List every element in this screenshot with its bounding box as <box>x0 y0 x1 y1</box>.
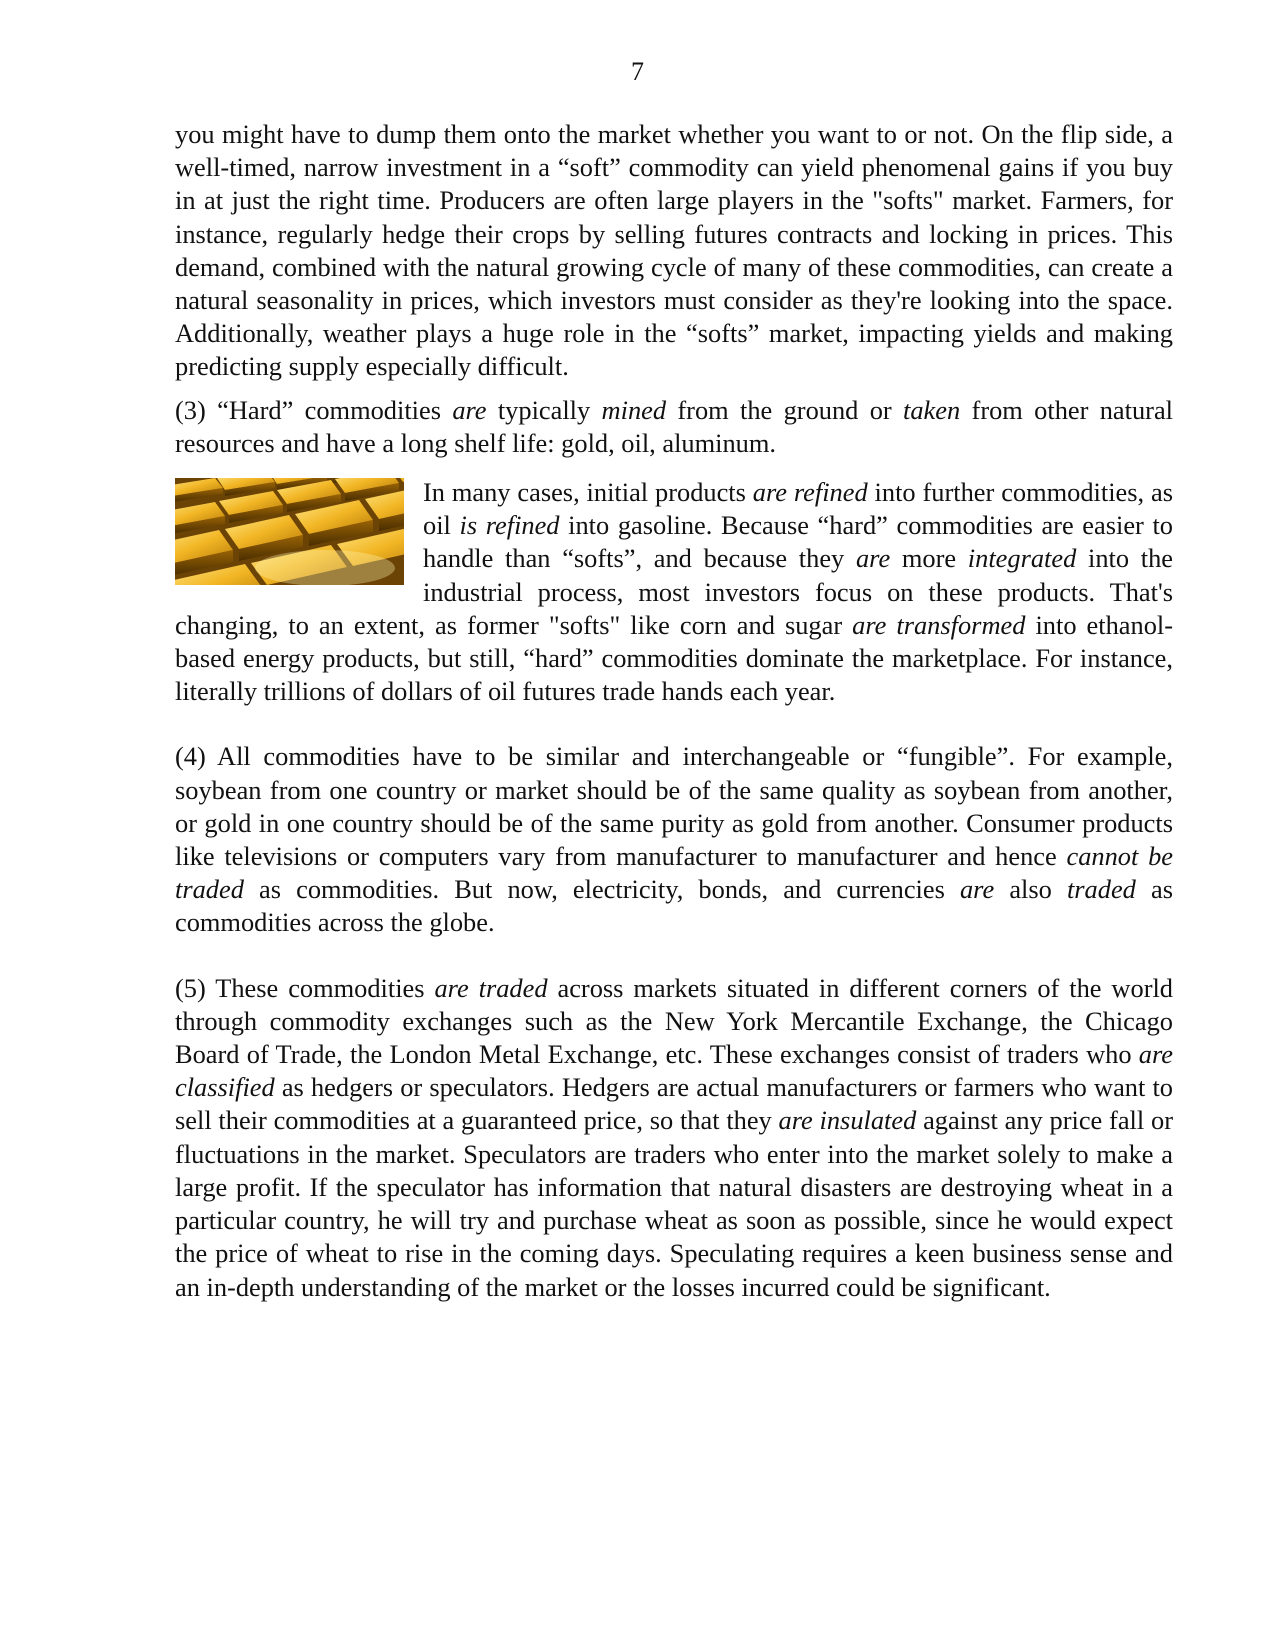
text-run: across markets situated in different corners of the world through commodity exchanges such as the New York Mercantile Exchange, the Chicago Board of Trade, the London Metal Exchange, etc. These exchanges consist of traders who <box>175 972 1174 1070</box>
refined-products-block <box>175 476 1173 708</box>
text-run: typically <box>486 394 602 425</box>
document-body <box>175 118 1173 1304</box>
emphasis: are classified <box>175 1039 1173 1103</box>
emphasis: integrated <box>967 543 1077 574</box>
emphasis: mined <box>601 394 667 425</box>
paragraph-softs-continued <box>175 118 1173 384</box>
emphasis: are <box>452 394 487 425</box>
emphasis: are <box>959 874 995 905</box>
text-run: from the ground or <box>666 394 904 425</box>
emphasis: are transformed <box>852 609 1026 640</box>
emphasis: is refined <box>459 510 560 541</box>
gold-bars-illustration <box>175 478 404 585</box>
emphasis: are refined <box>752 477 868 508</box>
text-run: also <box>994 874 1067 905</box>
gold-bars-image <box>175 478 404 585</box>
text-run: you might have to dump them onto the market whether you want to or not. On the flip side, a well-timed, narrow investment in a “soft” commodity can yield phenomenal gains if you buy in at just the right time. Producers are often large players in the "softs" market. Farmers, for instance, regularly hedge their crops by selling futures contracts and locking in prices. This demand, combined with the natural growing cycle of many of these commodities, can create a natural seasonality in prices, which investors must consider as they're looking into the space. Additionally, weather plays a huge role in the “softs” market, impacting yields and making predicting supply especially difficult. <box>175 119 1173 382</box>
emphasis: are <box>855 543 891 574</box>
paragraph-fungible <box>175 740 1173 939</box>
text-run: from other natural resources and have a long shelf life: gold, oil, aluminum. <box>175 394 1173 458</box>
text-run: (4) All commodities have to be similar and interchangeable or “fungible”. For example, soybean from one country or market should be of the same quality as soybean from another, or gold in one country should be of the same purity as gold from another. Consumer products like televisions or computers vary from manufacturer to manufacturer and hence <box>175 741 1173 872</box>
text-run: as commodities. But now, electricity, bonds, and currencies <box>243 874 960 905</box>
paragraph-hard-commodities <box>175 394 1173 460</box>
text-run: against any price fall or fluctuations in the market. Speculators are traders who enter into the market solely to make a large profit. If the speculator has information that natural disasters are destroying wheat in a particular country, he will try and purchase wheat as soon as possible, since he would expect the price of wheat to rise in the coming days. Speculating requires a keen business sense and an in-depth understanding of the market or the losses incurred could be significant. <box>175 1105 1173 1302</box>
text-run: as hedgers or speculators. Hedgers are actual manufacturers or farmers who want to sell their commodities at a guaranteed price, so that they <box>175 1072 1173 1136</box>
text-run: into the industrial process, most investors focus on these products. That's changing, to an extent, as former "softs" like corn and sugar <box>175 543 1173 640</box>
emphasis: traded <box>1066 874 1136 905</box>
emphasis: cannot be traded <box>175 841 1173 905</box>
text-run: into ethanol-based energy products, but still, “hard” commodities dominate the marketplace. For instance, literally trillions of dollars of oil futures trade hands each year. <box>175 609 1174 707</box>
emphasis: are insulated <box>778 1105 917 1136</box>
text-run: In many cases, initial products <box>423 477 753 508</box>
text-run: (5) These commodities <box>175 972 435 1003</box>
page-number: 7 <box>631 57 644 86</box>
paragraph-exchanges <box>175 972 1173 1304</box>
text-run: (3) “Hard” commodities <box>175 394 453 425</box>
text-run: more <box>890 543 968 574</box>
text-run: into further commodities, as oil <box>423 477 1173 541</box>
emphasis: are traded <box>434 972 548 1003</box>
text-run: as commodities across the globe. <box>175 874 1173 938</box>
text-run: into gasoline. Because “hard” commodities are easier to handle than “softs”, and because they <box>423 510 1173 574</box>
emphasis: taken <box>903 394 961 425</box>
